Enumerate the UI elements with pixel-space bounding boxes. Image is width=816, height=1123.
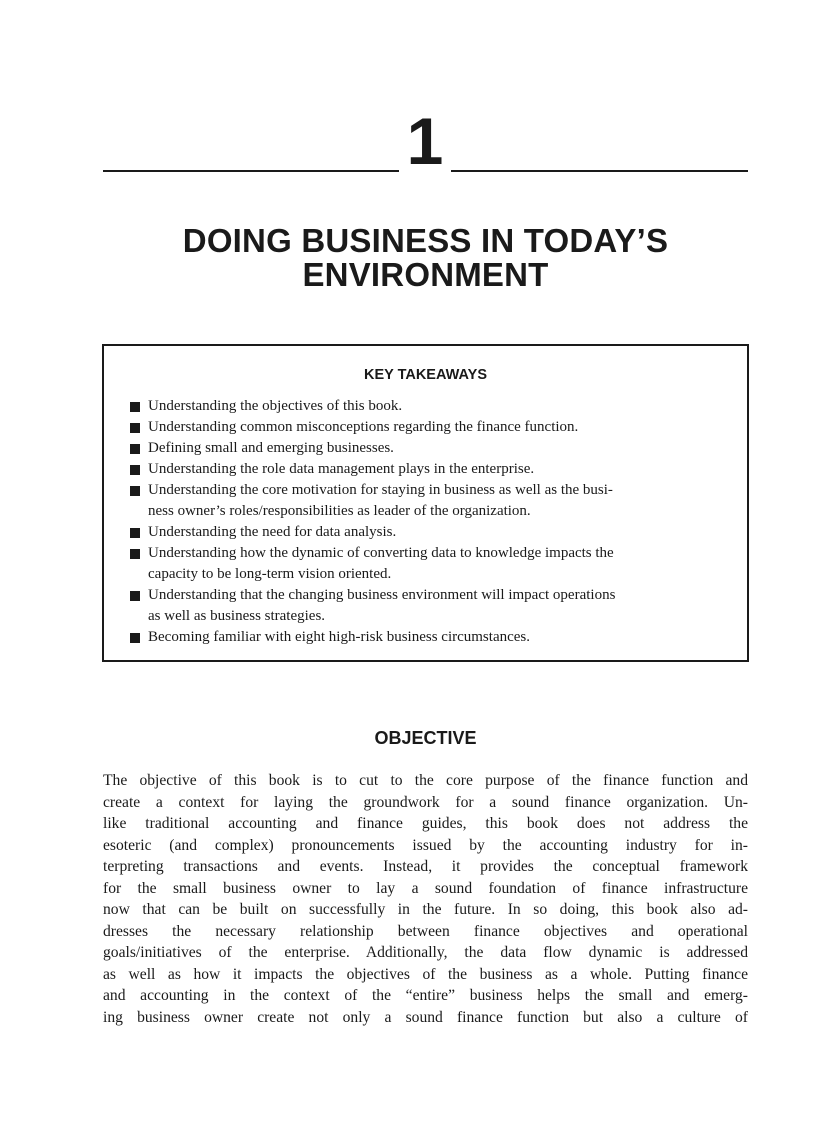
square-bullet-icon (130, 549, 140, 559)
takeaway-item (128, 480, 728, 522)
takeaway-text: capacity to be long-term vision oriented. (148, 566, 392, 582)
takeaway-item (128, 438, 728, 459)
key-takeaways-box (102, 344, 749, 662)
chapter-title (103, 224, 748, 292)
takeaway-item (128, 396, 728, 417)
takeaway-text: Becoming familiar with eight high-risk business circumstances. (148, 629, 531, 645)
paragraph-line: like traditional accounting and finance guides, this book does not address the (103, 815, 748, 832)
chapter-number: 1 (406, 104, 444, 178)
takeaway-text: Understanding common misconceptions regarding the finance function. (148, 419, 579, 435)
paragraph-line: now that can be built on successfully in the future. In so doing, this book also ad- (103, 901, 748, 918)
square-bullet-icon (130, 402, 140, 412)
takeaway-item (128, 585, 728, 627)
takeaway-text: Understanding the objectives of this book. (148, 398, 403, 414)
takeaway-text: Understanding the core motivation for staying in business as well as the busi- (148, 482, 613, 498)
square-bullet-icon (130, 591, 140, 601)
square-bullet-icon (130, 528, 140, 538)
takeaway-text: as well as business strategies. (148, 608, 326, 624)
paragraph-line: and accounting in the context of the “entire” business helps the small and emerg- (103, 987, 748, 1004)
paragraph-line: esoteric (and complex) pronouncements issued by the accounting industry for in- (103, 836, 748, 854)
square-bullet-icon (130, 486, 140, 496)
chapter-rule-left (103, 170, 399, 172)
square-bullet-icon (130, 444, 140, 454)
paragraph-line: The objective of this book is to cut to the core purpose of the finance function and (103, 772, 748, 789)
chapter-rule-right (451, 170, 748, 172)
paragraph-line: ing business owner create not only a sound finance function but also a culture of (103, 1008, 748, 1026)
paragraph-line: goals/initiatives of the enterprise. Additionally, the data flow dynamic is addressed (103, 944, 748, 961)
takeaway-text: Defining small and emerging businesses. (148, 440, 394, 456)
objective-heading: OBJECTIVE (374, 728, 477, 748)
key-takeaways-list (128, 396, 728, 648)
square-bullet-icon (130, 465, 140, 475)
takeaway-text: Understanding the role data management plays in the enterprise. (148, 461, 535, 477)
square-bullet-icon (130, 633, 140, 643)
paragraph-line: create a context for laying the groundwork for a sound finance organization. Un- (103, 793, 748, 811)
takeaway-item (128, 627, 728, 648)
paragraph-line: terpreting transactions and events. Instead, it provides the conceptual framework (103, 858, 748, 875)
takeaway-item (128, 543, 728, 585)
takeaway-item (128, 417, 728, 438)
square-bullet-icon (130, 423, 140, 433)
paragraph-line: as well as how it impacts the objectives of the business as a whole. Putting finance (103, 965, 748, 983)
paragraph-line: dresses the necessary relationship between finance objectives and operational (103, 922, 748, 940)
key-takeaways-heading: KEY TAKEAWAYS (363, 367, 488, 383)
paragraph-line: for the small business owner to lay a sound foundation of finance infrastructure (103, 879, 748, 897)
chapter-title-line: ENVIRONMENT (302, 256, 549, 293)
takeaway-text: ness owner’s roles/responsibilities as leader of the organization. (148, 503, 531, 519)
takeaway-item (128, 459, 728, 480)
takeaway-text: Understanding the need for data analysis. (148, 524, 397, 540)
objective-paragraph (103, 770, 748, 1028)
takeaway-item (128, 522, 728, 543)
takeaway-text: Understanding how the dynamic of converting data to knowledge impacts the (148, 545, 614, 561)
chapter-title-line: DOING BUSINESS IN TODAY’S (182, 222, 669, 259)
takeaway-text: Understanding that the changing business environment will impact operations (148, 587, 616, 603)
